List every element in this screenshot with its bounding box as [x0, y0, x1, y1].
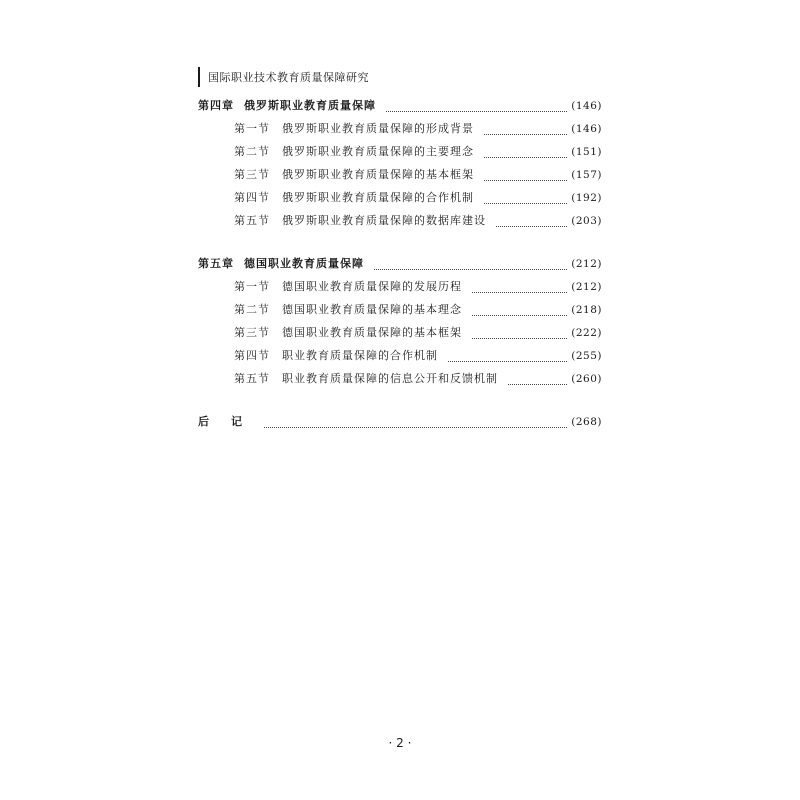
- dot-leader: [472, 337, 567, 339]
- toc-section-entry[interactable]: [198, 189, 602, 212]
- chapter-heading[interactable]: [198, 97, 602, 120]
- section-number: 第二节: [234, 303, 270, 316]
- section-title: 俄罗斯职业教育质量保障的合作机制: [282, 191, 474, 204]
- toc-section-entry[interactable]: [198, 143, 602, 166]
- chapter-heading[interactable]: [198, 255, 602, 278]
- afterword-heading: [198, 413, 244, 429]
- section-number: 第一节: [234, 122, 270, 135]
- section-number: 第三节: [234, 326, 270, 339]
- toc-section-entry[interactable]: [198, 120, 602, 143]
- dot-leader: [448, 360, 567, 362]
- section-title: 德国职业教育质量保障的基本框架: [282, 326, 462, 339]
- toc-section-entry[interactable]: [198, 324, 602, 347]
- section-number: 第一节: [234, 280, 270, 293]
- section-number: 第三节: [234, 168, 270, 181]
- section-title: 俄罗斯职业教育质量保障的形成背景: [282, 122, 474, 135]
- section-page: (146): [571, 123, 602, 135]
- section-number: 第二节: [234, 145, 270, 158]
- chapter-number: 第五章: [198, 257, 234, 270]
- section-number: 第四节: [234, 349, 270, 362]
- dot-leader: [484, 179, 567, 181]
- dot-leader: [484, 133, 567, 135]
- toc-section-entry[interactable]: [198, 347, 602, 370]
- section-title: 职业教育质量保障的合作机制: [282, 349, 438, 362]
- afterword-char-2: 记: [231, 415, 242, 428]
- page-number: · 2 ·: [388, 736, 412, 750]
- dot-leader: [386, 110, 567, 112]
- table-of-contents: [198, 97, 602, 456]
- afterword-entry[interactable]: [198, 413, 602, 436]
- chapter-page: (212): [571, 258, 602, 270]
- dot-leader: [484, 202, 567, 204]
- dot-leader: [472, 291, 567, 293]
- afterword: [198, 413, 602, 436]
- section-page: (260): [571, 373, 602, 385]
- section-page: (203): [571, 215, 602, 227]
- afterword-char-1: 后: [198, 415, 209, 428]
- chapter-title: 德国职业教育质量保障: [244, 257, 364, 270]
- section-title: 俄罗斯职业教育质量保障的主要理念: [282, 145, 474, 158]
- toc-section-entry[interactable]: [198, 301, 602, 324]
- section-page: (255): [571, 350, 602, 362]
- dot-leader: [508, 383, 567, 385]
- section-number: 第四节: [234, 191, 270, 204]
- chapter-4: [198, 97, 602, 235]
- dot-leader: [484, 156, 567, 158]
- chapter-page: (146): [571, 100, 602, 112]
- section-page: (212): [571, 281, 602, 293]
- toc-section-entry[interactable]: [198, 166, 602, 189]
- section-number: 第五节: [234, 372, 270, 385]
- afterword-page: (268): [571, 416, 602, 428]
- section-title: 德国职业教育质量保障的基本理念: [282, 303, 462, 316]
- section-title: 俄罗斯职业教育质量保障的数据库建设: [282, 214, 486, 227]
- section-page: (222): [571, 327, 602, 339]
- section-page: (192): [571, 192, 602, 204]
- running-head: [198, 66, 369, 88]
- dot-leader: [472, 314, 567, 316]
- section-title: 职业教育质量保障的信息公开和反馈机制: [282, 372, 498, 385]
- section-number: 第五节: [234, 214, 270, 227]
- dot-leader: [264, 426, 567, 428]
- section-page: (218): [571, 304, 602, 316]
- running-head-rule: [198, 67, 200, 87]
- toc-section-entry[interactable]: [198, 370, 602, 393]
- chapter-title: 俄罗斯职业教育质量保障: [244, 99, 376, 112]
- chapter-number: 第四章: [198, 99, 234, 112]
- toc-section-entry[interactable]: [198, 278, 602, 301]
- chapter-5: [198, 255, 602, 393]
- section-title: 俄罗斯职业教育质量保障的基本框架: [282, 168, 474, 181]
- section-page: (157): [571, 169, 602, 181]
- running-head-title: 国际职业技术教育质量保障研究: [208, 71, 369, 84]
- section-title: 德国职业教育质量保障的发展历程: [282, 280, 462, 293]
- dot-leader: [496, 225, 567, 227]
- section-page: (151): [571, 146, 602, 158]
- dot-leader: [374, 268, 567, 270]
- toc-section-entry[interactable]: [198, 212, 602, 235]
